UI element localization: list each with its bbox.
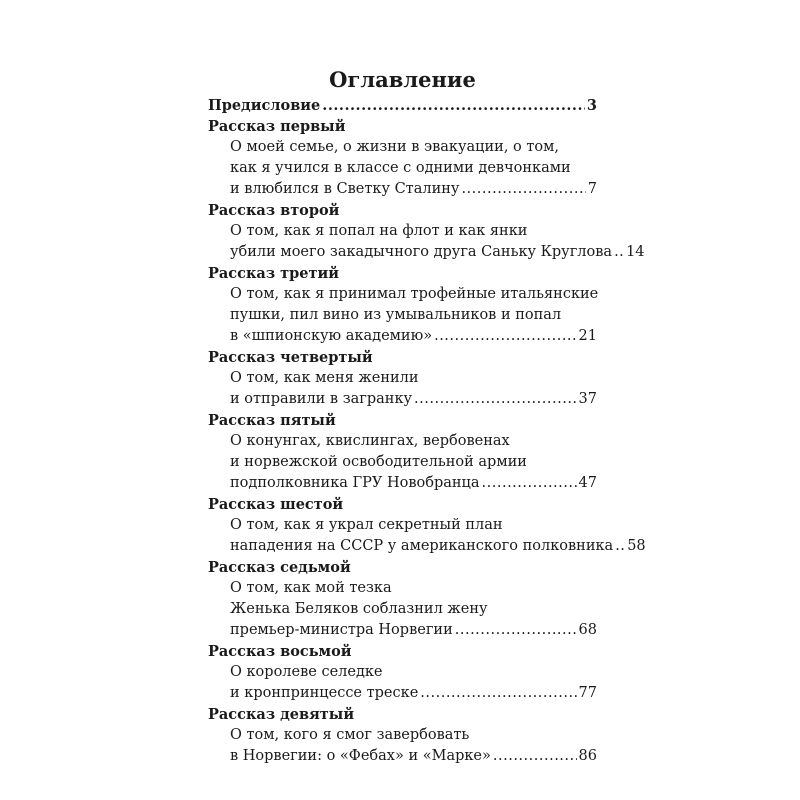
toc-page-number: 3 [586, 97, 597, 114]
toc-entry-line: как я учился в классе с одними девчонками [230, 160, 571, 176]
toc-title: Оглавление [329, 67, 476, 92]
toc-entry-line-text: премьер-министра Норвегии [230, 622, 453, 638]
toc-entry [208, 116, 597, 200]
toc-entry-line [208, 620, 597, 641]
toc-entry-line: Женька Беляков соблазнил жену [230, 601, 488, 617]
toc-entry-line [208, 746, 597, 767]
toc-page-number: 77 [578, 685, 597, 701]
toc-entry-line-text: в «шпионскую академию» [230, 328, 433, 344]
toc-entry-heading: Рассказ четвертый [208, 349, 373, 366]
dot-leader [615, 536, 625, 557]
toc-entry [208, 641, 597, 704]
dot-leader [461, 179, 585, 200]
toc-page-number: 14 [626, 244, 645, 260]
toc-entry-heading: Рассказ пятый [208, 412, 336, 429]
toc-entry-line [208, 536, 646, 557]
toc-page-number: 58 [627, 538, 646, 554]
toc-entry-line-text: и кронпринцессе треске [230, 685, 419, 701]
dot-leader [414, 389, 577, 410]
toc-entry-heading: Рассказ девятый [208, 706, 355, 723]
table-of-contents [208, 66, 646, 767]
dot-leader [455, 620, 577, 641]
toc-page-number: 21 [578, 328, 597, 344]
dot-leader [322, 95, 585, 116]
toc-entry-line: О том, как я украл секретный план [230, 517, 503, 533]
dot-leader [434, 326, 576, 347]
toc-entry-line [208, 179, 597, 200]
toc-entry-line [208, 326, 597, 347]
toc-entry-line [208, 389, 597, 410]
toc-entry [208, 557, 597, 641]
toc-entry-line [208, 683, 597, 704]
toc-entry-line: и норвежской освободительной армии [230, 454, 527, 470]
toc-entry-line: О том, как я попал на флот и как янки [230, 223, 528, 239]
toc-entry [208, 347, 597, 410]
dot-leader [614, 242, 624, 263]
dot-leader [420, 683, 576, 704]
toc-entry-line-text: убили моего закадычного друга Саньку Круглова [230, 244, 613, 260]
toc-entry [208, 200, 645, 263]
toc-entry-heading: Рассказ третий [208, 265, 339, 282]
toc-entry-line-text: в Норвегии: о «Фебах» и «Марке» [230, 748, 491, 764]
toc-entry-line: О том, как я принимал трофейные итальянские [230, 286, 599, 302]
toc-entry-heading: Рассказ первый [208, 118, 346, 135]
toc-entry [208, 95, 597, 116]
toc-entries [208, 95, 646, 767]
toc-page-number: 37 [578, 391, 597, 407]
toc-entry-heading-text: Предисловие [208, 97, 321, 114]
toc-entry-heading: Рассказ второй [208, 202, 340, 219]
toc-entry-line [208, 242, 645, 263]
toc-entry-line: О моей семье, о жизни в эвакуации, о том, [230, 139, 560, 155]
toc-entry-line: О том, как мой тезка [230, 580, 392, 596]
toc-entry-line: О том, как меня женили [230, 370, 419, 386]
toc-page-number: 7 [587, 181, 597, 197]
toc-entry [208, 410, 597, 494]
toc-entry-line-text: и влюбился в Светку Сталину [230, 181, 460, 197]
toc-entry [208, 263, 597, 347]
toc-page-number: 47 [578, 475, 597, 491]
toc-entry [208, 494, 646, 557]
toc-entry-heading: Рассказ седьмой [208, 559, 351, 576]
toc-entry-line: О конунгах, квислингах, вербовенах [230, 433, 510, 449]
toc-entry-heading: Рассказ шестой [208, 496, 344, 513]
toc-entry-line: пушки, пил вино из умывальников и попал [230, 307, 562, 323]
toc-entry-line-text: и отправили в загранку [230, 391, 413, 407]
toc-page-number: 68 [578, 622, 597, 638]
toc-entry-line-text: нападения на СССР у американского полковника [230, 538, 614, 554]
dot-leader [493, 746, 577, 767]
toc-entry [208, 704, 597, 767]
toc-entry-line: О том, кого я смог завербовать [230, 727, 470, 743]
toc-entry-line [208, 473, 597, 494]
toc-entry-heading [208, 95, 597, 116]
toc-entry-line: О королеве селедке [230, 664, 383, 680]
toc-entry-heading: Рассказ восьмой [208, 643, 352, 660]
dot-leader [482, 473, 577, 494]
toc-entry-line-text: подполковника ГРУ Новобранца [230, 475, 480, 491]
toc-page-number: 86 [578, 748, 597, 764]
